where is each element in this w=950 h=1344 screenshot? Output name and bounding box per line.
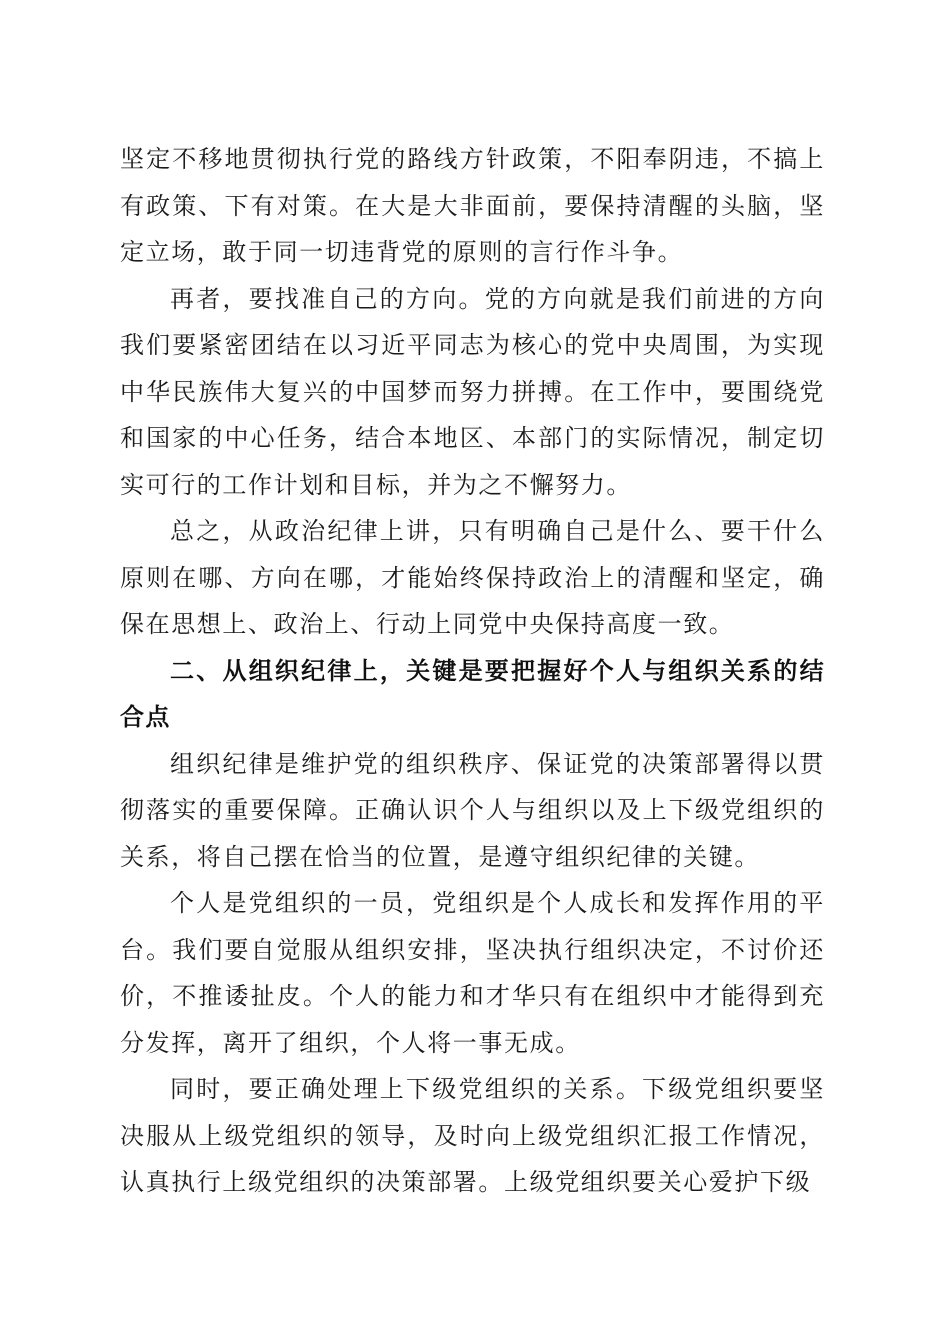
paragraph-direction: 再者，要找准自己的方向。党的方向就是我们前进的方向我们要紧密团结在以习近平同志为核心的党中央周围，为实现中华民族伟大复兴的中国梦而努力拼搏。在工作中，要围绕党和国家的中心任务，结合本地区、本部门的实际情况，制定切实可行的工作计划和目标，并为之不懈努力。 <box>120 284 825 499</box>
paragraph-org-discipline: 组织纪律是维护党的组织秩序、保证党的决策部署得以贯彻落实的重要保障。正确认识个人与组织以及上下级党组织的关系，将自己摆在恰当的位置，是遵守组织纪律的关键。 <box>120 749 825 871</box>
paragraph-individual: 个人是党组织的一员，党组织是个人成长和发挥作用的平台。我们要自觉服从组织安排，坚决执行组织决定，不讨价还价，不推诿扯皮。个人的能力和才华只有在组织中才能得到充分发挥，离开了组织，个人将一事无成。 <box>120 889 825 1057</box>
section-heading: 二、从组织纪律上，关键是要把握好个人与组织关系的结合点 <box>120 656 825 731</box>
paragraph-continuation: 坚定不移地贯彻执行党的路线方针政策，不阳奉阴违，不搞上有政策、下有对策。在大是大非面前，要保持清醒的头脑，坚定立场，敢于同一切违背党的原则的言行作斗争。 <box>120 145 825 266</box>
paragraph-hierarchy: 同时，要正确处理上下级党组织的关系。下级党组织要坚决服从上级党组织的领导，及时向上级党组织汇报工作情况，认真执行上级党组织的决策部署。上级党组织要关心爱护下级 <box>120 1075 825 1196</box>
document-body <box>120 136 825 1206</box>
paragraph-summary: 总之，从政治纪律上讲，只有明确自己是什么、要干什么原则在哪、方向在哪，才能始终保持政治上的清醒和坚定，确保在思想上、政治上、行动上同党中央保持高度一致。 <box>120 517 825 638</box>
